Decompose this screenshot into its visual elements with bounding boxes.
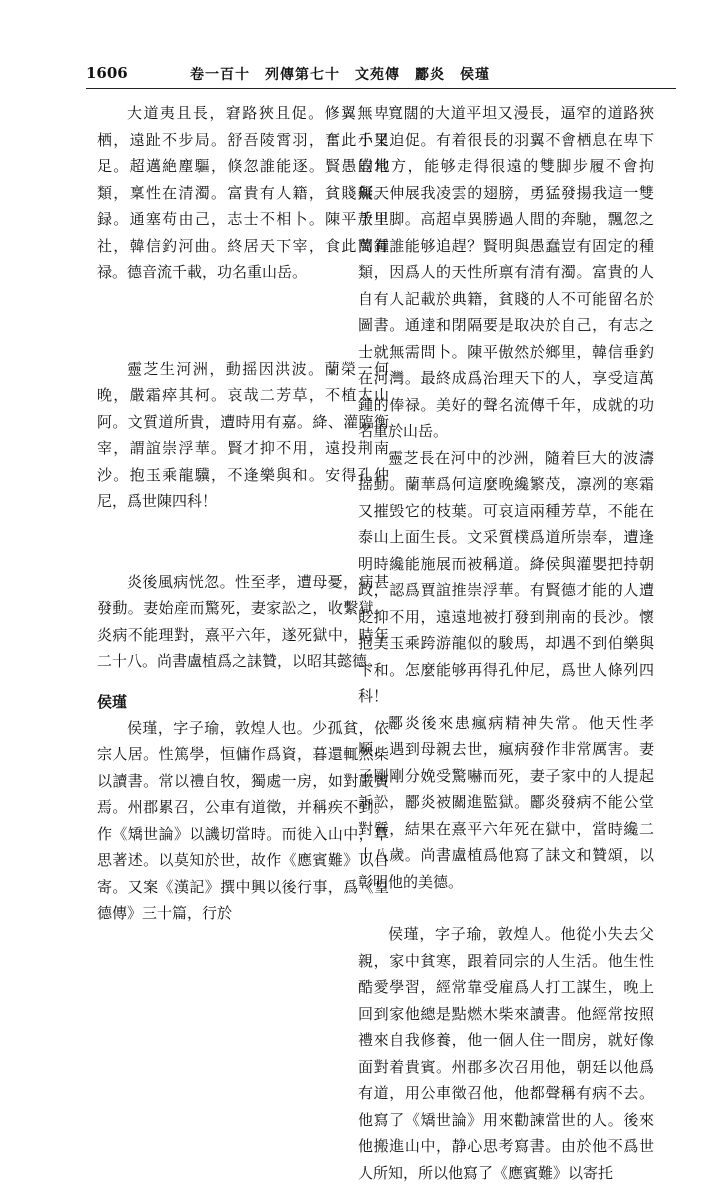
page-number: 1606	[86, 64, 128, 82]
running-title: 卷一百十 列傳第七十 文苑傳 酈炎 侯瑾	[190, 67, 490, 83]
poem-one-classical: 大道夷且長，窘路狹且促。修翼無卑栖，遠趾不步局。舒吾陵霄羽，奮此千里足。超邁絶塵驅，倏忽誰能逐。賢愚豈常類，稟性在清濁。富貴有人籍，貧賤無天録。通塞苟由己，志士不相卜。陳平敖里社，韓信釣河曲。終居天下宰，食此萬鍾禄。德音流千載，功名重山岳。	[97, 104, 389, 281]
page-header	[86, 60, 676, 90]
poem-one-translation: 寬闊的大道平坦又漫長，逼窄的道路狹小又迫促。有着很長的羽翼不會栖息在卑下的地方，能够走得很遠的雙脚步履不會拘礙。伸展我凌雲的翅膀，勇猛發揚我這一雙千里脚。高超卓異勝過人間的奔馳，飄忽之間有誰能够追趕？賢明與愚蠢豈有固定的種類，因爲人的天性所禀有清有濁。富貴的人自有人記載於典籍，貧賤的人不可能留名於圖書。通達和閉隔要是取决於自己，有志之士就無需問卜。陳平傲然於鄉里，韓信垂釣在河灣。最終成爲治理天下的人，享受這萬鍾的俸禄。美好的聲名流傳千年，成就的功名重於山岳。	[358, 104, 654, 440]
biography-hou-jin-classical: 侯瑾，字子瑜，敦煌人也。少孤貧，依宗人居。性篤學，恒傭作爲資，暮還輒然柴以讀書。常以禮自牧，獨處一房，如對嚴賓焉。州郡累召，公車有道徵，并稱疾不到。作《矯世論》以譏切當時。而徙入山中，覃思著述。以莫知於世，故作《應賓難》以自寄。又案《漢記》撰中興以後行事，爲《皇德傳》三十篇，行於	[97, 718, 389, 922]
classical-text-column	[97, 100, 389, 927]
modern-translation-column	[358, 100, 654, 1186]
biography-hou-jin-translation: 侯瑾，字子瑜，敦煌人。他從小失去父親，家中貧寒，跟着同宗的人生活。他生性酷愛學習，經常靠受雇爲人打工謀生，晚上回到家他總是點燃木柴來讀書。他經常按照禮來自我修養，他一個人住一間房，就好像面對着貴賓。州郡多次召用他，朝廷以他爲有道，用公車徵召他，他都聲稱有病不去。他寫了《矯世論》用來勸諫當世的人。後來他搬進山中，静心思考寫書。由於他不爲世人所知，所以他寫了《應賓難》以寄托	[358, 925, 654, 1182]
biography-li-yan-classical: 炎後風病恍忽。性至孝，遭母憂，病甚發動。妻始産而驚死，妻家訟之，收繫獄。炎病不能理對，熹平六年，遂死獄中，時年二十八。尚書盧植爲之誄贊，以昭其懿德。	[97, 572, 389, 670]
section-heading-hou-jin: 侯瑾	[97, 692, 128, 711]
header-rule	[86, 88, 676, 89]
biography-li-yan-translation: 酈炎後來患瘋病精神失常。他天性孝順，遇到母親去世，瘋病發作非常厲害。妻子剛剛分娩受驚嚇而死，妻子家中的人提起訴訟，酈炎被關進監獄。酈炎發病不能公堂對質，結果在熹平六年死在獄中，當時纔二十八歲。尚書盧植爲他寫了誄文和贊頌，以彰明他的美德。	[358, 713, 654, 891]
poem-two-classical: 靈芝生河洲，動摇因洪波。蘭榮一何晚，嚴霜瘁其柯。哀哉二芳草，不植太山阿。文質道所貴，遭時用有嘉。絳、灌臨衡宰，謂誼崇浮華。賢才抑不用，遠投荆南沙。抱玉乘龍驥，不逢樂與和。安得孔仲尼，爲世陳四科！	[97, 359, 389, 510]
poem-two-translation: 靈芝長在河中的沙洲，隨着巨大的波濤摇動。蘭華爲何這麼晚纔繁茂，凛冽的寒霜又摧毁它的枝葉。可哀這兩種芳草，不能在泰山上面生長。文采質樸爲道所崇奉，遭逢明時纔能施展而被稱道。絳侯與灌嬰把持朝政，認爲賈誼推崇浮華。有賢德才能的人遭貶抑不用，遠遠地被打發到荆南的長沙。懷抱美玉乘跨游龍似的駿馬，却遇不到伯樂與卞和。怎麼能够再得孔仲尼，爲世人條列四科！	[358, 448, 654, 705]
